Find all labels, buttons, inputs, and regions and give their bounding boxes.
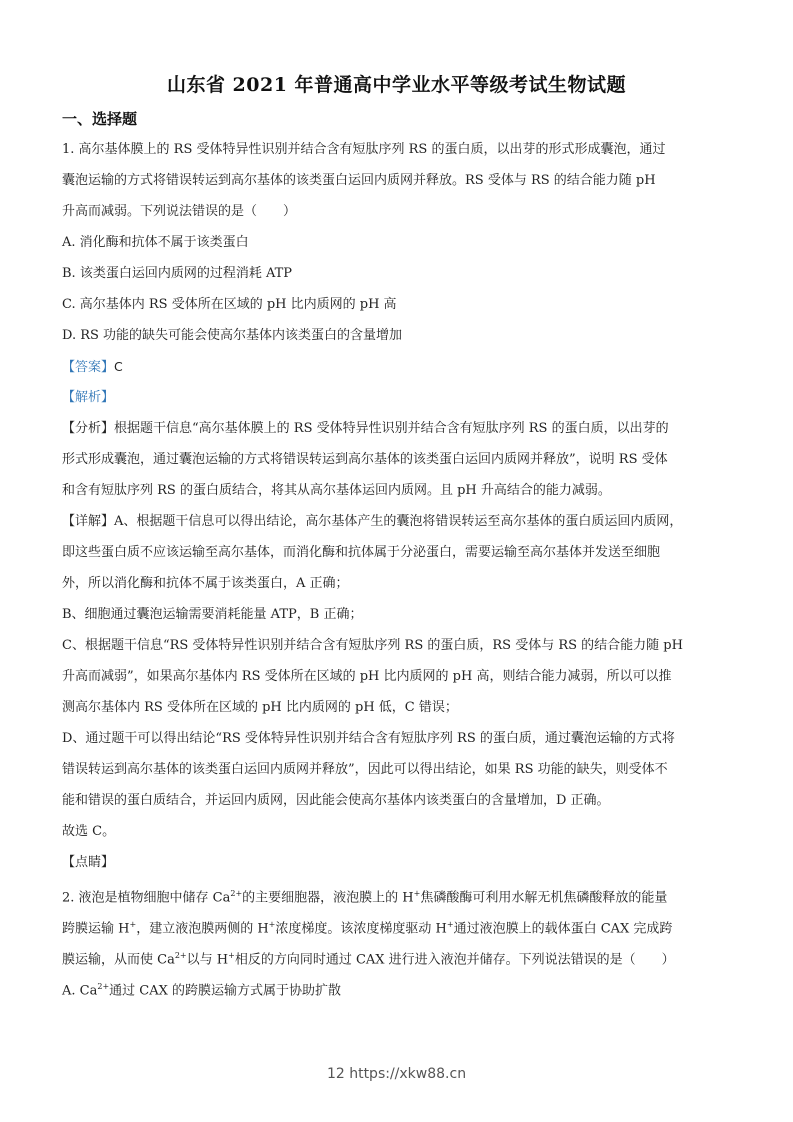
xiangjie-line: 错误转运到高尔基体的该类蛋白运回内质网并释放”，因此可以得出结论，如果 RS 功能的缺失，则受体不 [62,762,668,777]
q1-stem-line: 升高而减弱。下列说法错误的是（ ） [62,204,297,219]
q1-stem-line: 囊泡运输的方式将错误转运到高尔基体的该类蛋白运回内质网并释放。RS 受体与 RS 的结合能力随 pH [62,173,656,188]
q1-option-a: A. 消化酶和抗体不属于该类蛋白 [62,235,249,250]
superscript: 2+ [174,951,187,960]
q1-option-b: B. 该类蛋白运回内质网的过程消耗 ATP [62,266,293,281]
xiangjie-line: C、根据题干信息“RS 受体特异性识别并结合含有短肽序列 RS 的蛋白质，RS 受体与 RS 的结合能力随 pH [62,638,683,653]
text: 浓度梯度。该浓度梯度驱动 H [275,921,447,937]
fenxi-line: 形式形成囊泡，通过囊泡运输的方式将错误转运到高尔基体的该类蛋白运回内质网并释放”，说明 RS 受体 [62,452,668,467]
answer-label: 【答案】 [62,360,115,375]
superscript: + [129,920,137,929]
xiangjie-text: A、根据题干信息可以得出结论，高尔基体产生的囊泡将错误转运至高尔基体的蛋白质运回内质网， [114,514,683,529]
text: 2. 液泡是植物细胞中储存 Ca [62,890,231,906]
page-footer: 12 https://xkw88.cn [326,1066,467,1082]
superscript: + [228,951,235,960]
fenxi-text: 根据题干信息“高尔基体膜上的 RS 受体特异性识别并结合含有短肽序列 RS 的蛋白质，以出芽的 [114,421,669,436]
xiangjie-line: B、细胞通过囊泡运输需要消耗能量 ATP，B 正确； [62,607,363,622]
superscript: + [413,889,421,898]
superscript: + [268,920,276,929]
xiangjie-line [62,512,742,543]
text: 膜运输，从而使 Ca [62,952,175,968]
text: 跨膜运输 H [62,921,130,937]
conclusion-line: 故选 C。 [62,824,116,839]
fenxi-label: 【分析】 [62,421,115,436]
xiangjie-line: D、通过题干可以得出结论“RS 受体特异性识别并结合含有短肽序列 RS 的蛋白质，通过囊泡运输的方式将 [62,731,675,746]
q1-option-d: D. RS 功能的缺失可能会使高尔基体内该类蛋白的含量增加 [62,328,403,343]
xiangjie-line: 即这些蛋白质不应该运输至高尔基体，而消化酶和抗体属于分泌蛋白，需要运输至高尔基体并发送至细胞 [62,545,661,560]
q2-option-a [62,977,742,1008]
text: ，建立液泡膜两侧的 H [136,921,269,937]
section-heading: 一、选择题 [62,110,138,128]
superscript: 2+ [97,982,110,991]
xiangjie-line: 测高尔基体内 RS 受体所在区域的 pH 比内质网的 pH 低，C 错误； [62,700,458,715]
xiangjie-label: 【详解】 [62,514,115,529]
xiangjie-line: 能和错误的蛋白质结合，并运回内质网，因此能会使高尔基体内该类蛋白的含量增加，D 正确。 [62,793,610,808]
q1-option-c: C. 高尔基体内 RS 受体所在区域的 pH 比内质网的 pH 高 [62,297,397,312]
text: 相反的方向同时通过 CAX 进行进入液泡并储存。下列说法错误的是（ ） [234,952,675,968]
xiangjie-line: 升高而减弱”，如果高尔基体内 RS 受体所在区域的 pH 比内质网的 pH 高，则结合能力减弱，所以可以推 [62,669,672,684]
text: 以与 H [186,952,229,968]
answer-value: C [114,359,123,374]
superscript: + [446,920,454,929]
q1-stem-line: 1. 高尔基体膜上的 RS 受体特异性识别并结合含有短肽序列 RS 的蛋白质，以出芽的形式形成囊泡，通过 [62,142,666,157]
text: 焦磷酸酶可利用水解无机焦磷酸释放的能量 [420,890,668,906]
q2-stem-line [62,884,742,915]
fenxi-line: 和含有短肽序列 RS 的蛋白质结合，将其从高尔基体运回内质网。且 pH 升高结合的能力减弱。 [62,483,611,498]
q2-stem-line [62,946,742,977]
text: 通过 CAX 的跨膜运输方式属于协助扩散 [109,983,342,999]
document-body [62,140,742,1008]
text: 通过液泡膜上的载体蛋白 CAX 完成跨 [453,921,673,937]
text: 的主要细胞器，液泡膜上的 H [242,890,414,906]
fenxi-line [62,419,742,450]
superscript: 2+ [230,889,243,898]
dianjing-label: 【点睛】 [62,855,115,870]
q1-answer [62,357,742,388]
xiangjie-line: 外，所以消化酶和抗体不属于该类蛋白，A 正确； [62,576,349,591]
document-title: 山东省 2021 年普通高中学业水平等级考试生物试题 [166,74,627,96]
text: A. Ca [62,983,98,999]
analysis-label: 【解析】 [62,390,115,405]
q2-stem-line [62,915,742,946]
